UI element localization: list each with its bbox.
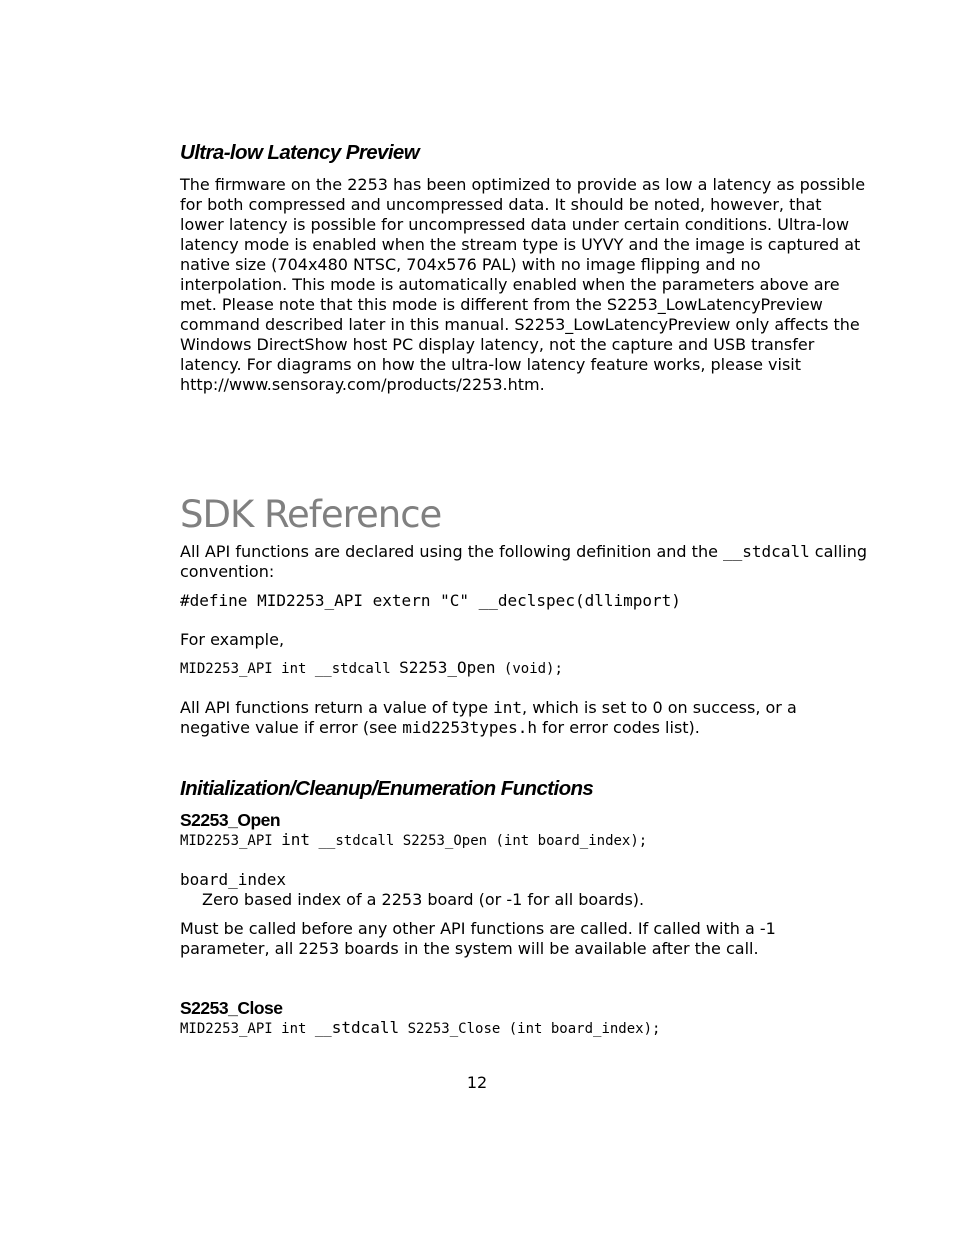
example-code-suffix: (void); — [495, 661, 563, 677]
return-value-paragraph — [180, 698, 870, 738]
open-signature-line — [180, 830, 870, 851]
open-sig-prefix: MID2253_API — [180, 833, 282, 849]
open-description-paragraph: Must be called before any other API functions are called. If called with a -1 parameter, all 2253 boards in the system will be available after the call. — [180, 919, 776, 958]
header-file-code: mid2253types.h — [402, 718, 538, 737]
example-code-line — [180, 658, 870, 679]
ultra-low-latency-paragraph: The firmware on the 2253 has been optimized to provide as low a latency as possible for both compressed and uncompressed data. It should be noted, however, that lower latency is possible for uncompressed data under certain conditions. Ultra-low latency mode is enabled when the stream type is UYVY and the image is captured at native size (704x480 NTSC, 704x576 PAL) with no image flipping and no interpolation. This mode is automatically enabled when the parameters above are met. Please note that this mode is different from the S2253_LowLatencyPreview command described later in this manual. S2253_LowLatencyPreview only affects the Windows DirectShow host PC display latency, not the capture and USB transfer latency. For diagrams on how the ultra-low latency feature works, please visit http://www.sensoray.com/products/2253.htm. — [180, 175, 866, 394]
example-code-prefix: MID2253_API int __stdcall — [180, 661, 400, 677]
open-sig-int: int — [281, 830, 311, 849]
document-page — [180, 140, 870, 1039]
close-sig-suffix: S2253_Close (int board_index); — [399, 1021, 661, 1037]
close-sig-stdcall: stdcall — [331, 1018, 400, 1037]
define-code-line: #define MID2253_API extern "C" __declspec(dllimport) — [180, 591, 681, 610]
param-board-index: board_index — [180, 870, 286, 889]
function-name-s2253-open: S2253_Open — [180, 810, 281, 830]
return-text-mid: , which is set to 0 on success, or a negative value if error (see — [180, 698, 797, 737]
int-code: int — [493, 698, 523, 717]
stdcall-code: __stdcall — [723, 542, 810, 561]
sdk-reference-title: SDK Reference — [180, 493, 442, 536]
section-heading-ultra-low-latency: Ultra-low Latency Preview — [180, 141, 420, 164]
example-function-name: S2253_Open — [399, 658, 496, 677]
open-sig-suffix: __stdcall S2253_Open (int board_index); — [310, 833, 648, 849]
return-text-prefix: All API functions return a value of type — [180, 698, 494, 717]
for-example-text: For example, — [180, 630, 285, 649]
page-number: 12 — [466, 1073, 488, 1092]
function-name-s2253-close: S2253_Close — [180, 998, 283, 1018]
sdk-intro-text: All API functions are declared using the following definition and the — [180, 542, 724, 561]
close-signature-line — [180, 1018, 870, 1039]
close-sig-prefix: MID2253_API int __ — [180, 1021, 332, 1037]
section-heading-init-functions: Initialization/Cleanup/Enumeration Functions — [180, 777, 594, 800]
return-text-suffix: for error codes list). — [537, 718, 700, 737]
param-board-index-description: Zero based index of a 2253 board (or -1 for all boards). — [202, 890, 645, 909]
sdk-intro-paragraph — [180, 542, 870, 582]
sdk-intro-suffix: calling convention: — [180, 542, 868, 581]
